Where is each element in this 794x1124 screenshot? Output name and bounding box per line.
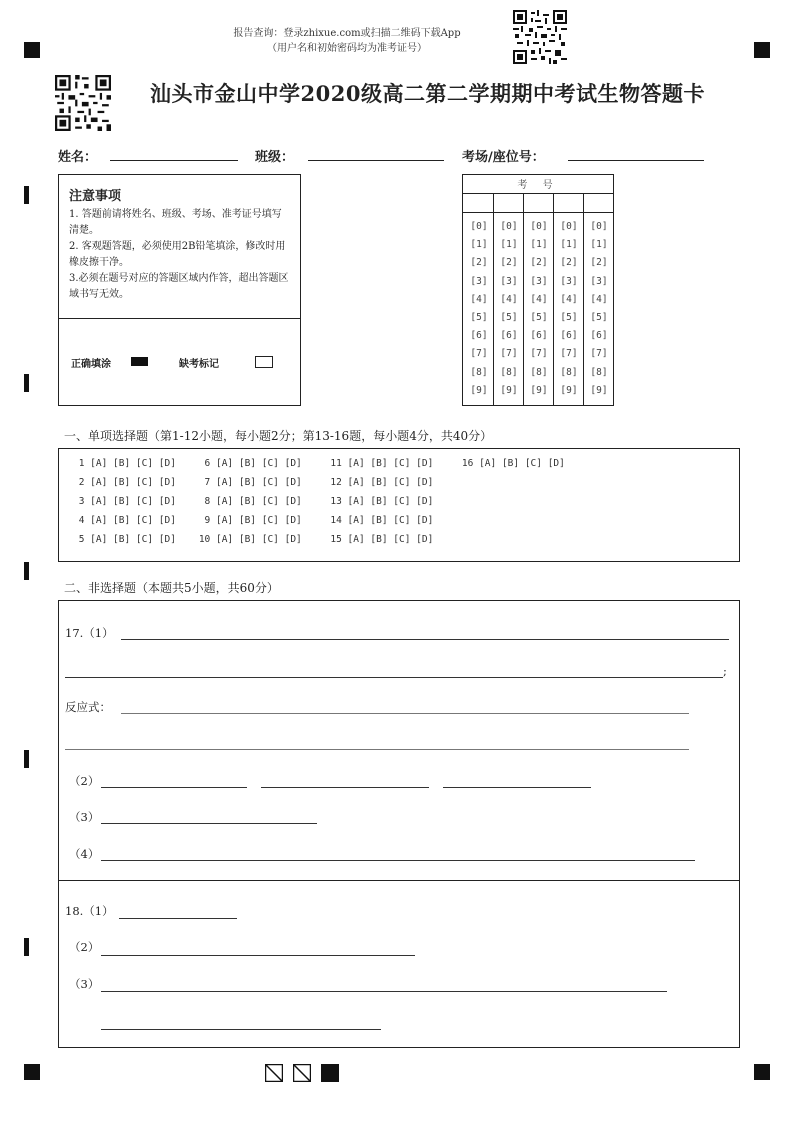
- exam-id-digit-bubble[interactable]: [5]: [500, 312, 518, 323]
- notes-divider: [59, 318, 300, 319]
- class-field[interactable]: [308, 160, 444, 161]
- exam-id-digit-bubble[interactable]: [4]: [530, 293, 548, 305]
- q18-part1-line[interactable]: [119, 918, 237, 919]
- note-item: 2. 客观题答题，必须使用2B铅笔填涂，修改时用橡皮擦干净。: [69, 241, 286, 268]
- exam-id-digit-bubble[interactable]: [7]: [530, 348, 548, 360]
- qr-code-icon: [55, 75, 111, 131]
- exam-id-digit-bubble[interactable]: [3]: [530, 275, 548, 287]
- exam-id-digit-bubble[interactable]: [3]: [590, 275, 608, 287]
- exam-id-digit-bubble[interactable]: [9]: [590, 384, 608, 396]
- exam-id-digit-bubble[interactable]: [5]: [470, 312, 488, 323]
- mcq-row[interactable]: 5 [A] [B] [C] [D] 10 [A] [B] [C] [D] 15 [A] [B] [C] [D]: [73, 534, 434, 545]
- exam-id-digit-bubble[interactable]: [3]: [500, 275, 518, 287]
- exam-id-digit-bubble[interactable]: [0]: [530, 221, 548, 232]
- notice-line-2: （用户名和初始密码均为准考证号）: [267, 43, 427, 54]
- exam-id-digit-bubble[interactable]: [2]: [470, 257, 488, 269]
- exam-id-digit-bubble[interactable]: [2]: [560, 257, 578, 269]
- mcq-box: [58, 448, 740, 562]
- exam-id-digit-bubble[interactable]: [3]: [470, 275, 488, 287]
- exam-id-digit-bubble[interactable]: [0]: [500, 221, 518, 232]
- exam-id-digit-bubble[interactable]: [0]: [590, 221, 608, 232]
- notice-line-1: 报告查询：登录zhixue.com或扫描二维码下载App: [233, 28, 461, 39]
- side-mark: [24, 750, 29, 768]
- q17-reaction-line2[interactable]: [65, 749, 689, 750]
- q18-part3-label: （3）: [69, 977, 100, 991]
- exam-id-digit-bubble[interactable]: [6]: [530, 330, 548, 342]
- q17-part4-label: （4）: [69, 847, 100, 861]
- page-mark-hatched: [293, 1064, 311, 1082]
- exam-id-digit-bubble[interactable]: [7]: [560, 348, 578, 360]
- exam-id-digit-bubble[interactable]: [6]: [470, 330, 488, 342]
- mcq-row[interactable]: 3 [A] [B] [C] [D] 8 [A] [B] [C] [D] 13 [A] [B] [C] [D]: [73, 496, 434, 507]
- exam-id-digit-bubble[interactable]: [1]: [530, 239, 548, 251]
- seat-field[interactable]: [568, 160, 704, 161]
- exam-id-digit-bubble[interactable]: [9]: [470, 384, 488, 396]
- notes-box: [58, 174, 301, 406]
- q18-answer-box: [58, 880, 740, 1048]
- exam-id-digit-bubble[interactable]: [4]: [500, 293, 518, 305]
- exam-id-digit-bubble[interactable]: [2]: [500, 257, 518, 269]
- seat-label: 考场/座位号：: [462, 150, 545, 165]
- q17-part1-line2[interactable]: [65, 677, 723, 678]
- page-mark-hatched: [265, 1064, 283, 1082]
- correct-fill-label: 正确填涂: [71, 359, 111, 370]
- qr-code-icon: [513, 10, 567, 64]
- exam-id-digit-bubble[interactable]: [5]: [560, 312, 578, 323]
- q17-part1-line[interactable]: [121, 639, 729, 640]
- page-title: 汕头市金山中学2020级高二第二学期期中考试生物答题卡: [150, 81, 705, 106]
- class-label: 班级：: [255, 150, 295, 165]
- q17-answer-box: [58, 600, 740, 881]
- exam-id-digit-bubble[interactable]: [6]: [590, 330, 608, 342]
- exam-id-digit-bubble[interactable]: [9]: [500, 384, 518, 396]
- notes-title: 注意事项: [69, 189, 122, 204]
- exam-id-digit-bubble[interactable]: [8]: [590, 366, 608, 378]
- mcq-row[interactable]: 2 [A] [B] [C] [D] 7 [A] [B] [C] [D] 12 [A] [B] [C] [D]: [73, 477, 434, 488]
- q17-part2-blank-1[interactable]: [101, 787, 247, 788]
- q17-semicolon: ;: [723, 664, 727, 678]
- page-mark-filled: [321, 1064, 339, 1082]
- exam-id-digit-bubble[interactable]: [9]: [560, 384, 578, 396]
- q17-part3-label: （3）: [69, 810, 100, 824]
- side-mark: [24, 562, 29, 580]
- side-mark: [24, 374, 29, 392]
- exam-id-digit-bubble[interactable]: [8]: [530, 366, 548, 378]
- exam-id-digit-bubble[interactable]: [1]: [500, 239, 518, 251]
- exam-id-header: 考 号: [517, 180, 559, 191]
- exam-id-digit-bubble[interactable]: [7]: [470, 348, 488, 360]
- q17-part3-line[interactable]: [101, 823, 317, 824]
- exam-id-digit-bubble[interactable]: [3]: [560, 275, 578, 287]
- q17-reaction-label: 反应式：: [65, 700, 111, 714]
- exam-id-digit-bubble[interactable]: [5]: [530, 312, 548, 323]
- q18-part2-line[interactable]: [101, 955, 415, 956]
- exam-id-digit-bubble[interactable]: [0]: [560, 221, 578, 232]
- exam-id-digit-bubble[interactable]: [8]: [500, 366, 518, 378]
- exam-id-digit-bubble[interactable]: [8]: [560, 366, 578, 378]
- exam-id-digit-bubble[interactable]: [4]: [590, 293, 608, 305]
- q18-part2-label: （2）: [69, 940, 100, 954]
- exam-id-digit-bubble[interactable]: [2]: [530, 257, 548, 269]
- q17-reaction-line[interactable]: [121, 713, 689, 714]
- section1-title: 一、单项选择题（第1-12小题，每小题2分；第13-16题，每小题4分，共40分）: [64, 429, 493, 443]
- side-mark: [24, 186, 29, 204]
- q18-part3-line[interactable]: [101, 991, 667, 992]
- absent-checkbox[interactable]: [255, 356, 273, 368]
- section2-title: 二、非选择题（本题共5小题，共60分）: [64, 581, 279, 595]
- exam-id-digit-bubble[interactable]: [4]: [470, 293, 488, 305]
- exam-id-digit-bubble[interactable]: [1]: [560, 239, 578, 251]
- exam-id-digit-bubble[interactable]: [7]: [590, 348, 608, 360]
- q18-part3-line2[interactable]: [101, 1029, 381, 1030]
- q17-part4-line[interactable]: [101, 860, 695, 861]
- absent-label: 缺考标记: [179, 359, 219, 370]
- corner-mark-bottom-right: [754, 1064, 770, 1080]
- exam-id-digit-bubble[interactable]: [2]: [590, 257, 608, 269]
- corner-mark-top-right: [754, 42, 770, 58]
- name-field[interactable]: [110, 160, 238, 161]
- exam-id-digit-bubble[interactable]: [0]: [470, 221, 488, 232]
- exam-id-digit-bubble[interactable]: [1]: [590, 239, 608, 251]
- note-item: 3.必须在题号对应的答题区域内作答，超出答题区域书写无效。: [69, 273, 289, 300]
- exam-id-digit-bubble[interactable]: [9]: [530, 384, 548, 396]
- exam-id-digit-bubble[interactable]: [4]: [560, 293, 578, 305]
- q17-part2-blank-2[interactable]: [261, 787, 429, 788]
- name-label: 姓名：: [58, 150, 98, 165]
- q17-part2-blank-3[interactable]: [443, 787, 591, 788]
- corner-mark-bottom-left: [24, 1064, 40, 1080]
- note-item: 1. 答题前请将姓名、班级、考场、准考证号填写清楚。: [69, 209, 282, 236]
- correct-fill-sample: [131, 357, 148, 366]
- exam-id-digit-bubble[interactable]: [1]: [470, 239, 488, 251]
- q17-part1-label: 17.（1）: [65, 626, 114, 640]
- q18-part1-label: 18.（1）: [65, 904, 114, 918]
- exam-id-digit-bubble[interactable]: [7]: [500, 348, 518, 360]
- mcq-row[interactable]: 4 [A] [B] [C] [D] 9 [A] [B] [C] [D] 14 [A] [B] [C] [D]: [73, 515, 434, 526]
- exam-id-digit-bubble[interactable]: [8]: [470, 366, 488, 378]
- exam-id-box: [462, 174, 614, 406]
- exam-id-digit-bubble[interactable]: [5]: [590, 312, 608, 323]
- q17-part2-label: （2）: [69, 774, 100, 788]
- exam-id-digit-bubble[interactable]: [6]: [560, 330, 578, 342]
- exam-id-digit-bubble[interactable]: [6]: [500, 330, 518, 342]
- side-mark: [24, 938, 29, 956]
- mcq-row[interactable]: 1 [A] [B] [C] [D] 6 [A] [B] [C] [D] 11 [A] [B] [C] [D] 16 [A] [B] [C] [D]: [73, 458, 565, 469]
